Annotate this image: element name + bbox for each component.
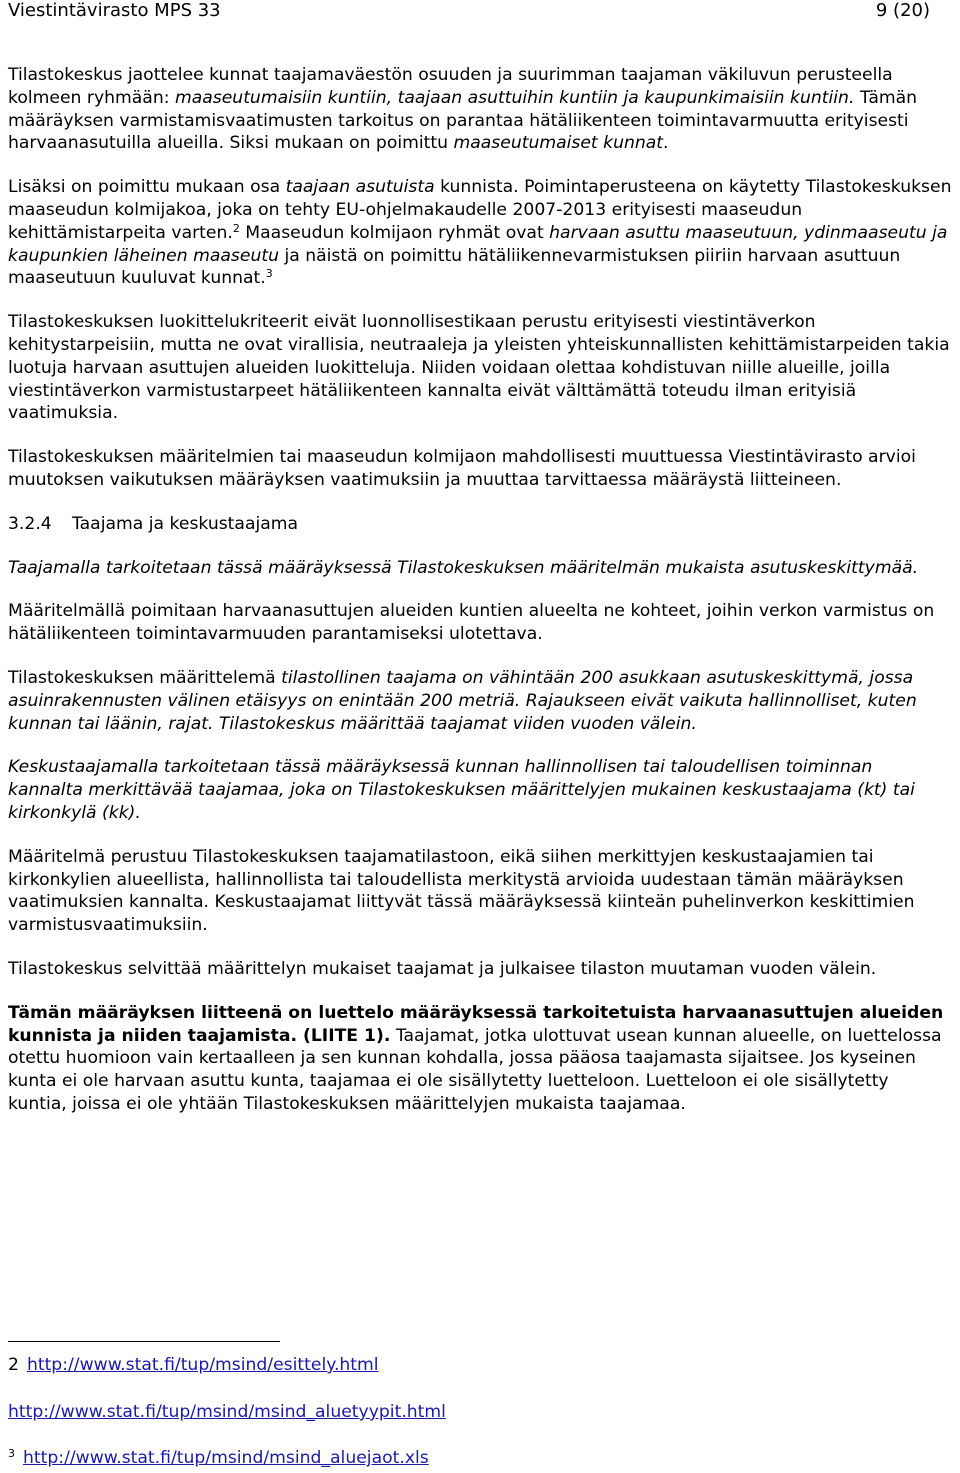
paragraph-classification-criteria: Tilastokeskuksen luokittelukriteerit eivät luonnollisestikaan perustu erityisesti viestintäverkon kehitystarpeisiin, mutta ne ovat virallisia, neutraaleja ja yleisten yhteiskunnallisten kehittämistarpeiden takia luotuja harvaan asuttujen alueiden luokitteluja. Niiden voidaan olettaa kohdistuvan niille alueille, joilla viestintäverkon varmistustarpeet hätäliikenteen kannalta eivät välttämättä toteudu ilman erityisiä vaatimuksia.: [8, 312, 950, 424]
section-number: 3.2.4: [8, 513, 52, 534]
paragraph-municipality-groups: Tilastokeskus jaottelee kunnat taajamaväestön osuuden ja suurimman taajaman väkiluvun perusteella kolmeen ryhmään: maaseutumaisiin kuntiin, taajaan asuttuihin kuntiin ja kaupunkimaisiin kuntiin. Tämän määräyksen varmistamisvaatimusten tarkoitus on parantaa hätäliikenteen toimintavarmuutta erityisesti harvaanasutuilla alueilla. Siksi mukaan on poimittu maaseutumaiset kunnat.: [8, 65, 918, 154]
footnote-ref-2[interactable]: 2: [232, 221, 240, 235]
paragraph-definition-basis: Määritelmä perustuu Tilastokeskuksen taajamatilastoon, eikä siihen merkittyjen keskustaajamien tai kirkonkylien alueellista, hallinnollista tai taloudellista merkitystä arvioida uudestaan tämän määräyksen vaatimuksien kannalta. Keskustaajamat liittyvät tässä määräyksessä kiinteän puhelinverkon keskittimien varmistusvaatimuksiin.: [8, 846, 915, 936]
footnote-3: $^3$ http://www.stat.fi/tup/msind/msind_aluejaot.xls: [8, 1447, 429, 1468]
paragraph-publication: Tilastokeskus selvittää määrittelyn mukaiset taajamat ja julkaisee tilaston muutaman vuoden välein.: [8, 958, 877, 979]
footnote-2-continued: [8, 1401, 446, 1423]
paragraph-keskustaajama-definition: Keskustaajamalla tarkoitetaan tässä määräyksessä kunnan hallinnollisen tai taloudellisen toiminnan kannalta merkittävää taajamaa, joka on Tilastokeskuksen määrittelyjen mukainen keskustaajama (kt) tai kirkonkylä (kk).: [8, 757, 915, 823]
footnote-link[interactable]: http://www.stat.fi/tup/msind/msind_aluetyypit.html: [8, 1402, 446, 1422]
footnote-link[interactable]: http://www.stat.fi/tup/msind/msind_aluejaot.xls: [23, 1448, 429, 1468]
paragraph-sparsely-populated: Lisäksi on poimittu mukaan osa taajaan asutuista kunnista. Poimintaperusteena on käytetty Tilastokeskuksen maaseudun kolmijakoa, joka on tehty EU-ohjelmakaudelle 2007-2013 erityisesti maaseudun kehittämistarpeita varten.$^2$ Maaseudun kolmijaon ryhmät ovat harvaan asuttu maaseutuun, ydinmaaseutu ja kaupunkien läheinen maaseutu ja näistä on poimittu hätäliikennevarmistuksen piiriin harvaan asuttuun maaseutuun kuuluvat kunnat.$^3$: [8, 177, 952, 289]
footnote-ref-3[interactable]: 3: [265, 267, 273, 281]
page-header: [8, 0, 930, 24]
section-title: Taajama ja keskustaajama: [72, 513, 299, 534]
section-heading: [8, 513, 952, 536]
footnote-divider: [8, 1341, 280, 1342]
paragraph-statistical-taajama: Tilastokeskuksen määrittelemä tilastollinen taajama on vähintään 200 asukkaan asutuskeskittymä, jossa asuinrakennusten välinen etäisyys on enintään 200 metriä. Rajaukseen eivät vaikuta hallinnolliset, kuten kunnan tai läänin, rajat. Tilastokeskus määrittää taajamat viiden vuoden välein.: [8, 667, 917, 734]
paragraph-taajama-definition: Taajamalla tarkoitetaan tässä määräyksessä Tilastokeskuksen määritelmän mukaista asutuskeskittymää.: [8, 557, 919, 578]
page-number: 9 (20): [875, 0, 930, 21]
footnote-2: [8, 1354, 379, 1376]
paragraph-appendix: Tämän määräyksen liitteenä on luettelo määräyksessä tarkoitetuista harvaanasuttujen alueiden kunnista ja niiden taajamista. (LIITE 1). Taajamat, jotka ulottuvat usean kunnan alueelle, on luettelossa otettu huomioon vain kertaalleen ja sen kunnan kohdalla, jossa pääosa taajamasta sijaitsee. Jos kyseinen kunta ei ole harvaan asuttu kunta, taajamaa ei ole sisällytetty luetteloon. Luetteloon ei ole sisällytetty kuntia, joissa ei ole yhtään Tilastokeskuksen määrittelyjen mukaista taajamaa.: [8, 1002, 944, 1114]
document-title: Viestintävirasto MPS 33: [8, 0, 221, 21]
footnote-mark: 2: [8, 1355, 19, 1375]
paragraph-definition-changes: Tilastokeskuksen määritelmien tai maaseudun kolmijaon mahdollisesti muuttuessa Viestintävirasto arvioi muutoksen vaikutuksen määräyksen vaatimuksiin ja muuttaa tarvittaessa määräystä liitteineen.: [8, 447, 916, 490]
footnote-link[interactable]: http://www.stat.fi/tup/msind/esittely.html: [26, 1355, 379, 1375]
document-body: [8, 64, 952, 1137]
paragraph-selection: Määritelmällä poimitaan harvaanasuttujen alueiden kuntien alueelta ne kohteet, joihin verkon varmistus on hätäliikenteen toimintavarmuuden parantamiseksi ulotettava.: [8, 601, 935, 645]
